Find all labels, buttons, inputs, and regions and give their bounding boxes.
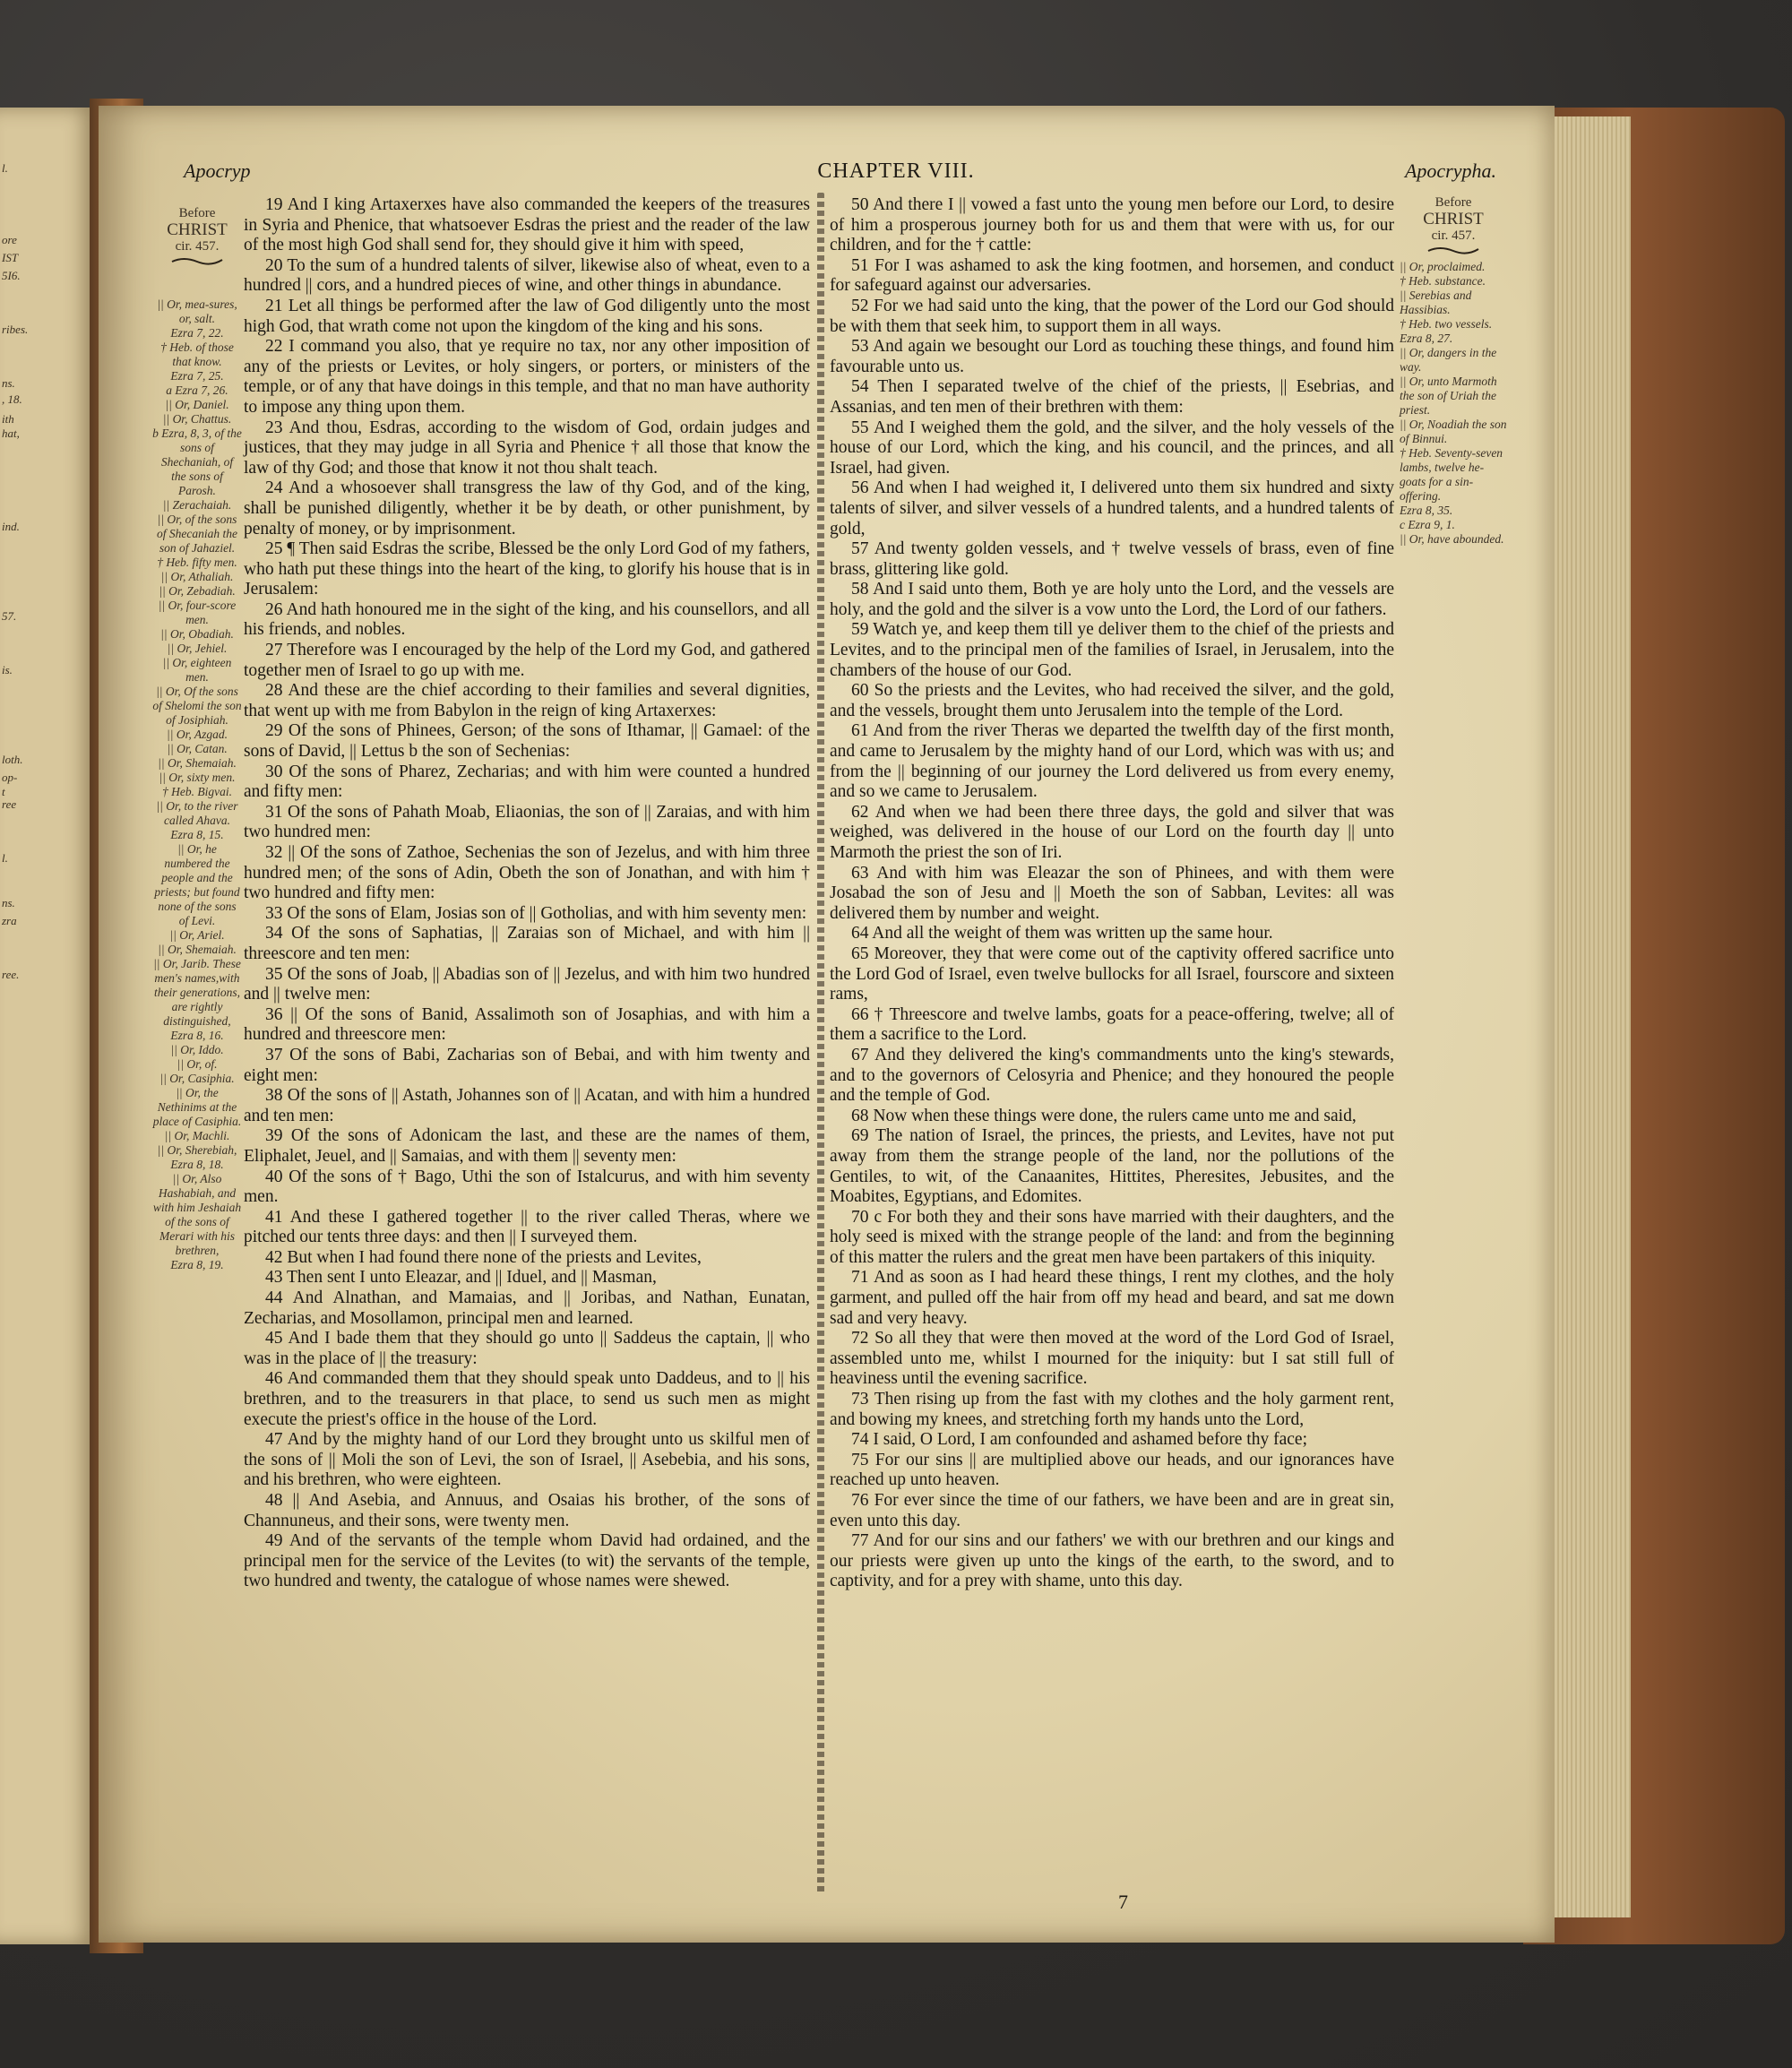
margin-note: || Or, Jarib. These men's names,with their generations, are rightly distinguished, xyxy=(153,957,241,1028)
margin-note: || Or, of. xyxy=(177,1057,218,1071)
left-page-fragment: 5I6. xyxy=(2,269,21,282)
verse: 46 And commanded them that they should speak unto Daddeus, and to || his brethren, and to the treasurers in that place, to send us such men as might execute the priest's office in the house of the Lord. xyxy=(244,1369,810,1429)
margin-note: || Or, unto Marmoth the son of Uriah the priest. xyxy=(1400,375,1497,417)
margin-note: a Ezra 7, 26. xyxy=(166,383,228,397)
margin-note: || Or, Chattus. xyxy=(162,412,232,426)
verse: 57 And twenty golden vessels, and † twelve vessels of brass, even of fine brass, glittering like gold. xyxy=(830,539,1394,579)
margin-note: || Or, Noadiah the son of Binnui. xyxy=(1400,418,1507,445)
margin-note: || Serebias and Hassibias. xyxy=(1400,289,1472,316)
margin-note: || Or, he numbered the people and the priests; but found none of the sons of Levi. xyxy=(154,842,240,927)
margin-note: † Heb. fifty men. xyxy=(157,556,237,569)
left-page-fragment: zra xyxy=(2,914,17,927)
verse: 42 But when I had found there none of the priests and Levites, xyxy=(265,1247,702,1267)
left-page-fragment: ns. xyxy=(2,376,15,390)
verse: 27 Therefore was I encouraged by the help of the Lord my God, and gathered together men of Israel to go up with me. xyxy=(244,641,810,680)
left-margin-notes xyxy=(152,297,242,1272)
left-page-fragment: l. xyxy=(2,851,8,865)
verse: 23 And thou, Esdras, according to the wisdom of God, ordain judges and justices, that they may judge in all Syria and Phenice † all those that know the law of thy God; and those that know it not thou shalt teach. xyxy=(244,418,810,478)
running-head-left: Apocryp xyxy=(184,159,251,182)
verse: 76 For ever since the time of our fathers, we have been and are in great sin, even unto this day. xyxy=(830,1491,1394,1530)
margin-note: || Or, Daniel. xyxy=(165,398,229,411)
left-page-edge xyxy=(0,108,102,1944)
verse: 38 Of the sons of || Astath, Johannes son of || Acatan, and with him a hundred and ten men: xyxy=(244,1086,810,1125)
verse: 67 And they delivered the king's commandments unto the king's stewards, and to the governors of Celosyria and Phenice; and they honoured the people and the temple of God. xyxy=(830,1045,1394,1106)
right-margin xyxy=(1400,195,1507,547)
margin-note: b Ezra, 8, 3, of the sons of Shechaniah, of the sons of Parosh. xyxy=(152,427,242,497)
left-page-fragment: op- xyxy=(2,771,18,784)
left-page-fragment: ree. xyxy=(2,968,20,981)
verse: 64 And all the weight of them was written up the same hour. xyxy=(851,924,1273,944)
margin-note: || Or, have abounded. xyxy=(1400,532,1504,546)
verse: 55 And I weighed them the gold, and the silver, and the holy vessels of the house of our Lord, which the king, and his council, and the princes, and all Israel, had given. xyxy=(830,418,1394,478)
verse: 24 And a whosoever shall transgress the law of thy God, and of the king, shall be punished diligently, whether it be by death, or other punishment, by penalty of money, or by imprisonment. xyxy=(244,478,810,539)
era-christ-right: CHRIST xyxy=(1423,210,1484,228)
margin-note: Ezra 8, 16. xyxy=(170,1029,224,1042)
margin-note: Ezra 8, 35. xyxy=(1400,504,1453,517)
verse: 22 I command you also, that ye require no tax, nor any other imposition of any of the priests or Levites, or holy singers, or porters, or ministers of the temple, or of any that have doings in this temple, and that no man have authority to impose any thing upon them. xyxy=(244,337,810,417)
era-date: cir. 457. xyxy=(175,239,220,254)
margin-note: || Or, four-score men. xyxy=(158,599,237,626)
verse: 33 Of the sons of Elam, Josias son of || Gotholias, and with him seventy men: xyxy=(265,903,807,923)
text-column-left xyxy=(244,195,810,1592)
verse: 32 || Of the sons of Zathoe, Sechenias the son of Jezelus, and with him three hundred men; of the sons of Adin, Obeth the son of Jonathan, and with him † two hundred and fifty men: xyxy=(244,843,810,903)
margin-note: || Or, Machli. xyxy=(164,1129,230,1142)
left-page-fragment: IST xyxy=(2,251,19,264)
margin-note: || Or, Zebadiah. xyxy=(159,584,236,598)
verse: 31 Of the sons of Pahath Moab, Eliaonias, the son of || Zaraias, and with him two hundred men: xyxy=(244,802,810,842)
margin-note: † Heb. two vessels. xyxy=(1400,317,1493,331)
verse: 72 So all they that were then moved at the word of the Lord God of Israel, assembled unto me, whilst I mourned for the iniquity: but I sat still full of heaviness until the evening sacrifice. xyxy=(830,1329,1394,1389)
verse: 51 For I was ashamed to ask the king footmen, and horsemen, and conduct for safeguard against our adversaries. xyxy=(830,255,1394,296)
verse: 59 Watch ye, and keep them till ye deliver them to the chief of the priests and Levites, and to the principal men of the families of Israel, in Jerusalem, into the chambers of the house of our God. xyxy=(830,620,1394,680)
margin-note: || Or, Sherebiah, xyxy=(157,1143,237,1157)
margin-note: || Or, sixty men. xyxy=(159,771,236,784)
left-page-fragment: loth. xyxy=(2,753,23,766)
left-page-fragment: hat, xyxy=(2,427,20,440)
margin-note: Ezra 8, 27. xyxy=(1400,332,1453,345)
margin-note: || Or, Ariel. xyxy=(169,928,225,942)
verse: 30 Of the sons of Pharez, Zecharias; and with him were counted a hundred and fifty men: xyxy=(244,762,810,802)
margin-note: || Or, Shemaiah. xyxy=(158,756,237,770)
verse: 49 And of the servants of the temple whom David had ordained, and the principal men for the service of the Levites (to wit) the servants of the temple, two hundred and twenty, the catalogue of whose names were shewed. xyxy=(244,1531,810,1591)
left-page-fragment: ore xyxy=(2,233,17,246)
margin-note: || Zerachaiah. xyxy=(162,498,232,512)
verse: 48 || And Asebia, and Annuus, and Osaias his brother, of the sons of Channuneus, and their sons, were twenty men. xyxy=(244,1491,810,1530)
margin-note: c Ezra 9, 1. xyxy=(1400,518,1455,531)
left-page-fragment: ribes. xyxy=(2,323,29,336)
left-page-fragment: , 18. xyxy=(2,392,22,406)
swash-ornament-right xyxy=(1426,246,1480,254)
margin-note: † Heb. of those that know. xyxy=(160,340,234,368)
verse: 68 Now when these things were done, the rulers came unto me and said, xyxy=(851,1106,1357,1125)
verse: 66 † Threescore and twelve lambs, goats for a peace-offering, twelve; all of them a sacrifice to the Lord. xyxy=(830,1004,1394,1045)
left-page-fragment: is. xyxy=(2,663,13,676)
era-before-right: Before xyxy=(1434,195,1472,210)
verse: 35 Of the sons of Joab, || Abadias son of || Jezelus, and with him two hundred and || twelve men: xyxy=(244,964,810,1004)
text-column-right xyxy=(830,195,1394,1592)
margin-note: || Or, the Nethinims at the place of Casiphia. xyxy=(152,1086,242,1128)
left-page-fragment: ind. xyxy=(2,520,20,533)
verse: 50 And there I || vowed a fast unto the young men before our Lord, to desire of him a prosperous journey both for us and them that were with us, for our children, and for the † cattle: xyxy=(830,195,1394,255)
verse: 74 I said, O Lord, I am confounded and ashamed before thy face; xyxy=(851,1430,1307,1450)
verse: 60 So the priests and the Levites, who had received the silver, and the gold, and the vessels, brought them unto Jerusalem into the temple of the Lord. xyxy=(830,681,1394,720)
left-page-fragment: ith xyxy=(2,412,14,426)
left-page-fragment: 57. xyxy=(2,609,17,623)
margin-note: || Or, to the river called Ahava. xyxy=(156,799,238,827)
left-page-fragment: ree xyxy=(2,797,17,811)
margin-note: Ezra 7, 25. xyxy=(170,369,224,383)
verse: 77 And for our sins and our fathers' we with our brethren and our kings and our priests were given up unto the kings of the earth, to the sword, and to captivity, and for a prey with shame, unto this day. xyxy=(830,1531,1394,1591)
verse: 75 For our sins || are multiplied above our heads, and our ignorances have reached up unto heaven. xyxy=(830,1450,1394,1490)
verse: 20 To the sum of a hundred talents of silver, likewise also of wheat, even to a hundred || cors, and a hundred pieces of wine, and other things in abundance. xyxy=(244,255,810,296)
margin-note: † Heb. Seventy-seven lambs, twelve he-goats for a sin-offering. xyxy=(1400,446,1503,503)
margin-note: || Or, Obadiah. xyxy=(160,627,234,641)
verse: 71 And as soon as I had heard these things, I rent my clothes, and the holy garment, and pulled off the hair from off my head and beard, and sat me down sad and very heavy. xyxy=(830,1268,1394,1328)
running-head-right: Apocrypha. xyxy=(1404,159,1496,182)
margin-note: † Heb. Bigvai. xyxy=(162,785,232,798)
margin-note: || Or, Also Hashabiah, and with him Jeshaiah of the sons of Merari with his brethren, xyxy=(152,1172,242,1257)
margin-note: || Or, Casiphia. xyxy=(159,1072,235,1085)
verse: 28 And these are the chief according to their families and several dignities, that went up with me from Babylon in the reign of king Artaxerxes: xyxy=(244,681,810,720)
verse: 56 And when I had weighed it, I delivered unto them six hundred and sixty talents of silver, and silver vessels of a hundred talents, and a hundred talents of gold, xyxy=(830,478,1394,539)
margin-note: || Or, Azgad. xyxy=(167,728,228,741)
verse: 70 c For both they and their sons have married with their daughters, and the holy seed is mixed with the strange people of the land: and from the beginning of this matter the rulers and the great men have been partakers of this iniquity. xyxy=(830,1207,1394,1267)
margin-note: † Heb. substance. xyxy=(1400,274,1486,288)
verse: 39 Of the sons of Adonicam the last, and these are the names of them, Eliphalet, Jeuel, and || Samaias, and with them || seventy men: xyxy=(244,1126,810,1166)
page-edges xyxy=(1550,116,1631,1917)
verse: 34 Of the sons of Saphatias, || Zaraias son of Michael, and with him || threescore and ten men: xyxy=(244,924,810,963)
left-margin xyxy=(152,206,242,1272)
era-christ: CHRIST xyxy=(167,220,228,239)
verse: 73 Then rising up from the fast with my clothes and the holy garment rent, and bowing my knees, and stretching forth my hands unto the Lord, xyxy=(830,1390,1394,1429)
era-date-right: cir. 457. xyxy=(1431,228,1476,243)
margin-note: Ezra 7, 22. xyxy=(170,326,224,340)
verse: 69 The nation of Israel, the princes, the priests, and Levites, have not put away from them the strange people of the land, nor the pollutions of the Gentiles, to wit, of the Canaanites, Hittites, Pheresites, Jebusites, and the Moabites, Egyptians, and Edomites. xyxy=(830,1126,1394,1207)
verse: 63 And with him was Eleazar the son of Phinees, and with them were Josabad the son of Jesu and || Moeth the son of Sabban, Levites: all was delivered them by number and weight. xyxy=(830,863,1394,923)
page-number: 7 xyxy=(1118,1891,1128,1913)
margin-note: || Or, of the sons of Shecaniah the son of Jahaziel. xyxy=(157,513,237,555)
column-divider xyxy=(817,193,824,1895)
verse: 61 And from the river Theras we departed the twelfth day of the first month, and came to Jerusalem by the mighty hand of our Lord, which was with us; and from the || beginning of our journey the Lord delivered us from every enemy, and so we came to Jerusalem. xyxy=(830,721,1394,802)
verse: 26 And hath honoured me in the sight of the king, and his counsellors, and all his friends, and nobles. xyxy=(244,599,810,640)
margin-note: || Or, Athaliah. xyxy=(160,570,234,583)
margin-note: || Or, dangers in the way. xyxy=(1400,346,1497,374)
verse: 43 Then sent I unto Eleazar, and || Iduel, and || Masman, xyxy=(265,1268,657,1288)
swash-ornament xyxy=(170,256,224,265)
verse: 19 And I king Artaxerxes have also commanded the keepers of the treasures in Syria and Phenice, that whatsoever Esdras the priest and the reader of the law of the most high God shall send for, they should give it him with speed, xyxy=(244,195,810,255)
right-margin-notes xyxy=(1400,260,1507,547)
verse: 44 And Alnathan, and Mamaias, and || Joribas, and Nathan, Eunatan, Zecharias, and Mosollamon, principal men and learned. xyxy=(244,1288,810,1328)
margin-note: || Or, Shemaiah. xyxy=(158,943,237,956)
verse: 62 And when we had been there three days, the gold and silver that was weighed, was delivered in the house of our Lord on the fourth day || unto Marmoth the priest the son of Iri. xyxy=(830,802,1394,862)
verse: 40 Of the sons of † Bago, Uthi the son of Istalcurus, and with him seventy men. xyxy=(244,1167,810,1207)
chapter-heading: CHAPTER VIII. xyxy=(817,159,975,183)
era-before: Before xyxy=(178,206,216,220)
verse: 54 Then I separated twelve of the chief of the priests, || Esebrias, and Assanias, and ten men of their brethren with them: xyxy=(830,377,1394,417)
margin-note: Ezra 8, 18. xyxy=(170,1158,224,1171)
margin-note: || Or, Iddo. xyxy=(170,1043,224,1056)
left-page-fragment: ns. xyxy=(2,896,15,909)
verse: 47 And by the mighty hand of our Lord they brought unto us skilful men of the sons of || Moli the son of Levi, the son of Israel, || Asebebia, and his sons, and his brethren, who were eighteen. xyxy=(244,1430,810,1490)
margin-note: || Or, Of the sons of Shelomi the son of Josiphiah. xyxy=(152,685,242,727)
margin-note: || Or, proclaimed. xyxy=(1400,260,1486,273)
verse: 25 ¶ Then said Esdras the scribe, Blessed be the only Lord God of my fathers, who hath put these things into the heart of the king, to glorify his house that is in Jerusalem: xyxy=(244,539,810,599)
verse: 52 For we had said unto the king, that the power of the Lord our God should be with them that seek him, to support them in all ways. xyxy=(830,296,1394,336)
verse: 53 And again we besought our Lord as touching these things, and found him favourable unto us. xyxy=(830,337,1394,376)
left-page-fragment: l. xyxy=(2,161,8,175)
margin-note: || Or, mea-sures, or, salt. xyxy=(157,297,237,325)
margin-note: || Or, eighteen men. xyxy=(162,656,232,684)
verse: 65 Moreover, they that were come out of the captivity offered sacrifice unto the Lord God of Israel, even twelve bullocks for all Israel, fourscore and sixteen rams, xyxy=(830,944,1394,1004)
margin-note: || Or, Catan. xyxy=(167,742,228,755)
margin-note: || Or, Jehiel. xyxy=(167,642,228,655)
margin-note: Ezra 8, 19. xyxy=(170,1258,224,1271)
verse: 29 Of the sons of Phinees, Gerson; of the sons of Ithamar, || Gamael: of the sons of David, || Lettus b the son of Sechenias: xyxy=(244,721,810,762)
verse: 36 || Of the sons of Banid, Assalimoth son of Josaphias, and with him a hundred and threescore men: xyxy=(244,1004,810,1045)
margin-note: Ezra 8, 15. xyxy=(170,828,224,841)
verse: 21 Let all things be performed after the law of God diligently unto the most high God, that wrath come not upon the kingdom of the king and his sons. xyxy=(244,296,810,336)
verse: 37 Of the sons of Babi, Zacharias son of Bebai, and with him twenty and eight men: xyxy=(244,1045,810,1085)
left-page-fragment: t xyxy=(2,785,5,798)
verse: 41 And these I gathered together || to the river called Theras, where we pitched our tents three days: and then || I surveyed them. xyxy=(244,1207,810,1247)
verse: 58 And I said unto them, Both ye are holy unto the Lord, and the vessels are holy, and the gold and the silver is a vow unto the Lord, the Lord of our fathers. xyxy=(830,580,1394,619)
verse: 45 And I bade them that they should go unto || Saddeus the captain, || who was in the place of || the treasury: xyxy=(244,1329,810,1368)
